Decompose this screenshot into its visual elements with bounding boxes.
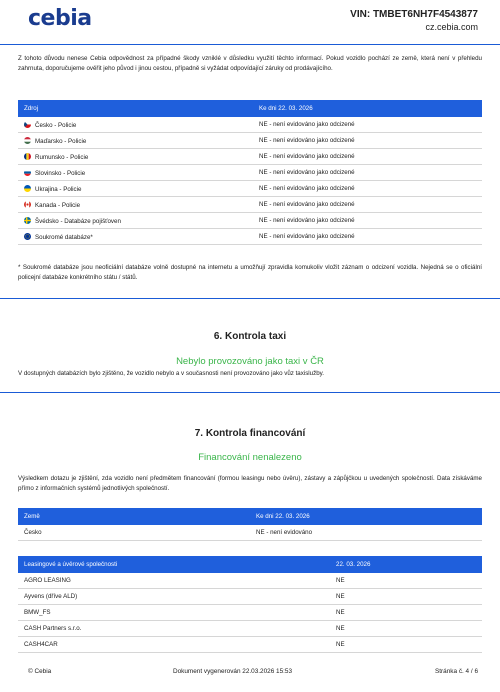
company-status: NE — [330, 605, 482, 621]
site-link[interactable]: cz.cebia.com — [425, 22, 478, 32]
si-flag-icon — [24, 169, 31, 176]
theft-status: NE - není evidováno jako odcizené — [253, 181, 482, 197]
section-divider — [0, 298, 500, 299]
theft-status: NE - není evidováno jako odcizené — [253, 117, 482, 133]
company-name: Ayvens (dříve ALD) — [18, 589, 330, 605]
financing-section-title: 7. Kontrola financování — [194, 428, 306, 439]
company-status: NE — [330, 637, 482, 653]
financing-result: Financování nenalezeno — [198, 452, 302, 463]
footer-generated: Dokument vygenerován 22.03.2026 15:53 — [173, 668, 293, 675]
theft-source: Česko - Policie — [35, 121, 77, 129]
table-row — [18, 605, 482, 621]
financing-company-table — [18, 556, 482, 653]
table-row — [18, 197, 482, 213]
footer-copyright: © Cebia — [28, 668, 52, 675]
company-date-header: 22. 03. 2026 — [330, 556, 482, 573]
page-header — [0, 0, 500, 46]
vin-label: VIN: TMBET6NH7F4543877 — [350, 9, 478, 20]
table-row — [18, 133, 482, 149]
theft-source: Ukrajina - Policie — [35, 185, 82, 193]
company-status: NE — [330, 621, 482, 637]
country-date-header: Ke dni 22. 03. 2026 — [250, 508, 482, 525]
theft-source: Rumunsko - Policie — [35, 153, 89, 161]
company-status: NE — [330, 573, 482, 589]
section-divider — [0, 392, 500, 393]
country-status: NE - není evidováno — [250, 525, 482, 541]
country-name: Česko — [18, 525, 250, 541]
theft-source: Kanada - Policie — [35, 201, 81, 209]
table-row — [18, 181, 482, 197]
theft-source: Soukromé databáze* — [35, 233, 93, 241]
company-name: CASH4CAR — [18, 637, 330, 653]
table-row — [18, 637, 482, 653]
se-flag-icon — [24, 217, 31, 224]
theft-header-date: Ke dni 22. 03. 2026 — [253, 100, 482, 117]
theft-status: NE - není evidováno jako odcizené — [253, 149, 482, 165]
table-row — [18, 117, 482, 133]
theft-status: NE - není evidováno jako odcizené — [253, 197, 482, 213]
theft-header-source: Zdroj — [18, 100, 253, 117]
country-header: Země — [18, 508, 250, 525]
table-row — [18, 589, 482, 605]
cebia-logo: cebia — [28, 6, 92, 31]
theft-status: NE - není evidováno jako odcizené — [253, 229, 482, 245]
intro-text: Z tohoto důvodu nenese Cebia odpovědnost za případné škody vzniklé v důsledku využití těchto informací. Pokud vozidlo pochází ze země, která není v přehledu zahrnuta, doporučujeme ověřit jeho původ i jinou cestou, případně si vyžádat odpovídající záruky od prodávajícího. — [18, 55, 482, 72]
theft-table — [18, 100, 482, 245]
theft-status: NE - není evidováno jako odcizené — [253, 165, 482, 181]
footnote-text: * Soukromé databáze jsou neoficiální databáze volně dostupné na internetu a umožňují zpravidla komukoliv vložit záznam o odcizení vozidla. Nejedná se o oficiální policejní databáze konkrétního státu / států. — [18, 264, 482, 281]
taxi-section-title: 6. Kontrola taxi — [213, 331, 287, 342]
company-name: BMW_FS — [18, 605, 330, 621]
taxi-text: V dostupných databázích bylo zjištěno, že vozidlo nebylo a v současnosti není provozováno jako vůz taxislužby. — [18, 370, 324, 377]
taxi-result: Nebylo provozováno jako taxi v ČR — [176, 356, 324, 367]
financing-text: Výsledkem dotazu je zjištění, zda vozidlo není předmětem financování (formou leasingu nebo úvěru), zástavy a zápůjčkou u uvedených společností. Data získáváme přímo z informačních systémů jednotlivých společností. — [18, 475, 482, 492]
table-row — [18, 621, 482, 637]
company-name: AGRO LEASING — [18, 573, 330, 589]
table-row — [18, 149, 482, 165]
ca-flag-icon — [24, 201, 31, 208]
country-table-header — [18, 508, 482, 525]
header-divider — [0, 44, 500, 45]
ro-flag-icon — [24, 153, 31, 160]
theft-table-header — [18, 100, 482, 117]
footer-page-number: Stránka č. 4 / 6 — [435, 668, 478, 675]
company-header: Leasingové a úvěrové společnosti — [18, 556, 330, 573]
theft-source: Švédsko - Databáze pojišťoven — [35, 217, 121, 225]
theft-status: NE - není evidováno jako odcizené — [253, 133, 482, 149]
table-row — [18, 165, 482, 181]
hu-flag-icon — [24, 137, 31, 144]
company-name: CASH Partners s.r.o. — [18, 621, 330, 637]
eu-flag-icon — [24, 233, 31, 240]
ua-flag-icon — [24, 185, 31, 192]
table-row — [18, 229, 482, 245]
theft-source: Slovinsko - Policie — [35, 169, 86, 177]
table-row — [18, 573, 482, 589]
table-row — [18, 525, 482, 541]
company-table-header — [18, 556, 482, 573]
theft-status: NE - není evidováno jako odcizené — [253, 213, 482, 229]
cz-flag-icon — [24, 121, 31, 128]
financing-country-table — [18, 508, 482, 541]
theft-source: Maďarsko - Policie — [35, 137, 87, 145]
table-row — [18, 213, 482, 229]
company-status: NE — [330, 589, 482, 605]
